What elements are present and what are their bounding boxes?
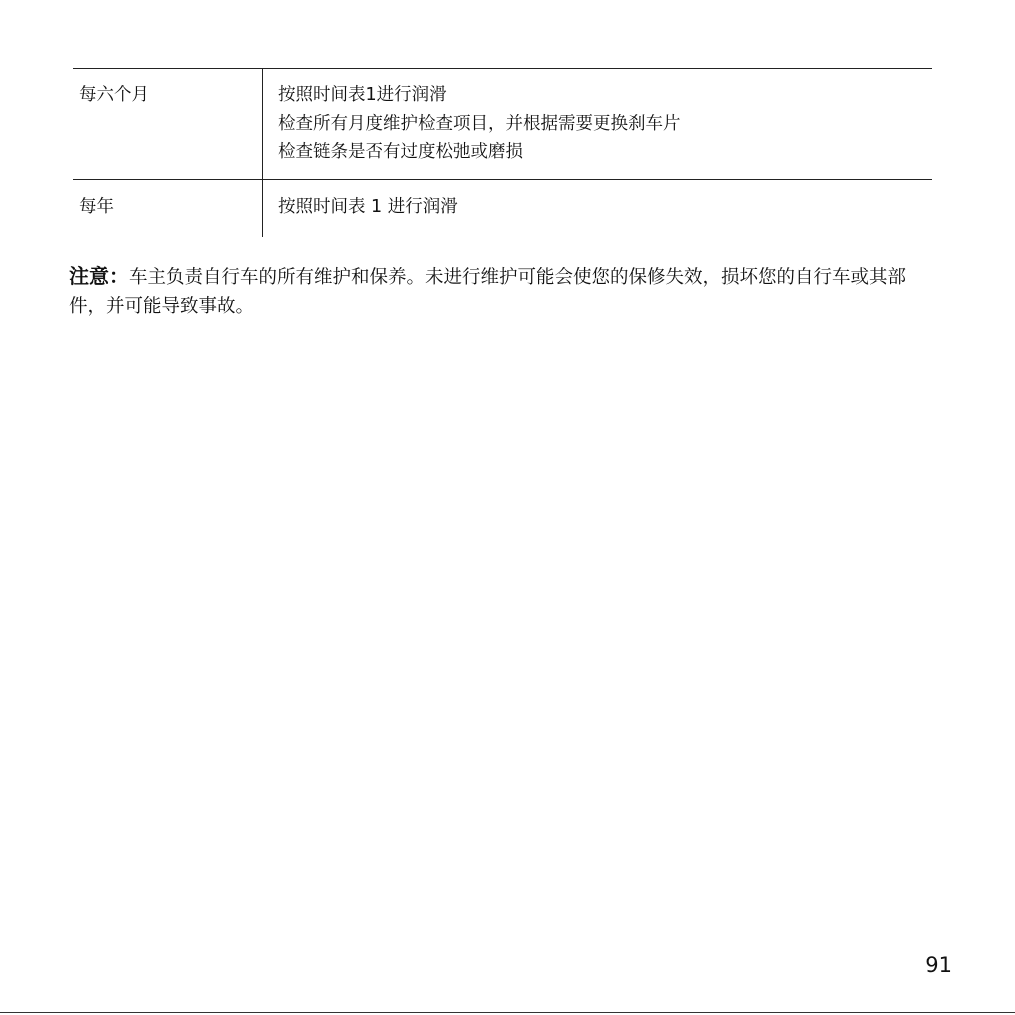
task-item: 按照时间表 1 进行润滑 <box>278 196 458 217</box>
task-item: 检查链条是否有过度松弛或磨损 <box>278 142 523 162</box>
tasks-cell <box>263 69 933 180</box>
period-cell: 每六个月 <box>73 69 263 180</box>
maintenance-schedule-table <box>73 68 932 237</box>
bottom-divider <box>0 1012 1015 1013</box>
period-cell: 每年 <box>73 179 263 237</box>
table-row <box>73 179 932 237</box>
note-label: 注意： <box>69 264 129 288</box>
maintenance-note <box>69 262 931 321</box>
table-row <box>73 69 932 180</box>
page-number: 91 <box>925 953 952 977</box>
task-item: 检查所有月度维护检查项目，并根据需要更换刹车片 <box>278 113 681 134</box>
tasks-cell <box>263 179 933 237</box>
task-item: 按照时间表1进行润滑 <box>278 85 447 105</box>
note-text: 车主负责自行车的所有维护和保养。未进行维护可能会使您的保修失效，损坏您的自行车或其部件，并可能导致事故。 <box>69 267 907 317</box>
